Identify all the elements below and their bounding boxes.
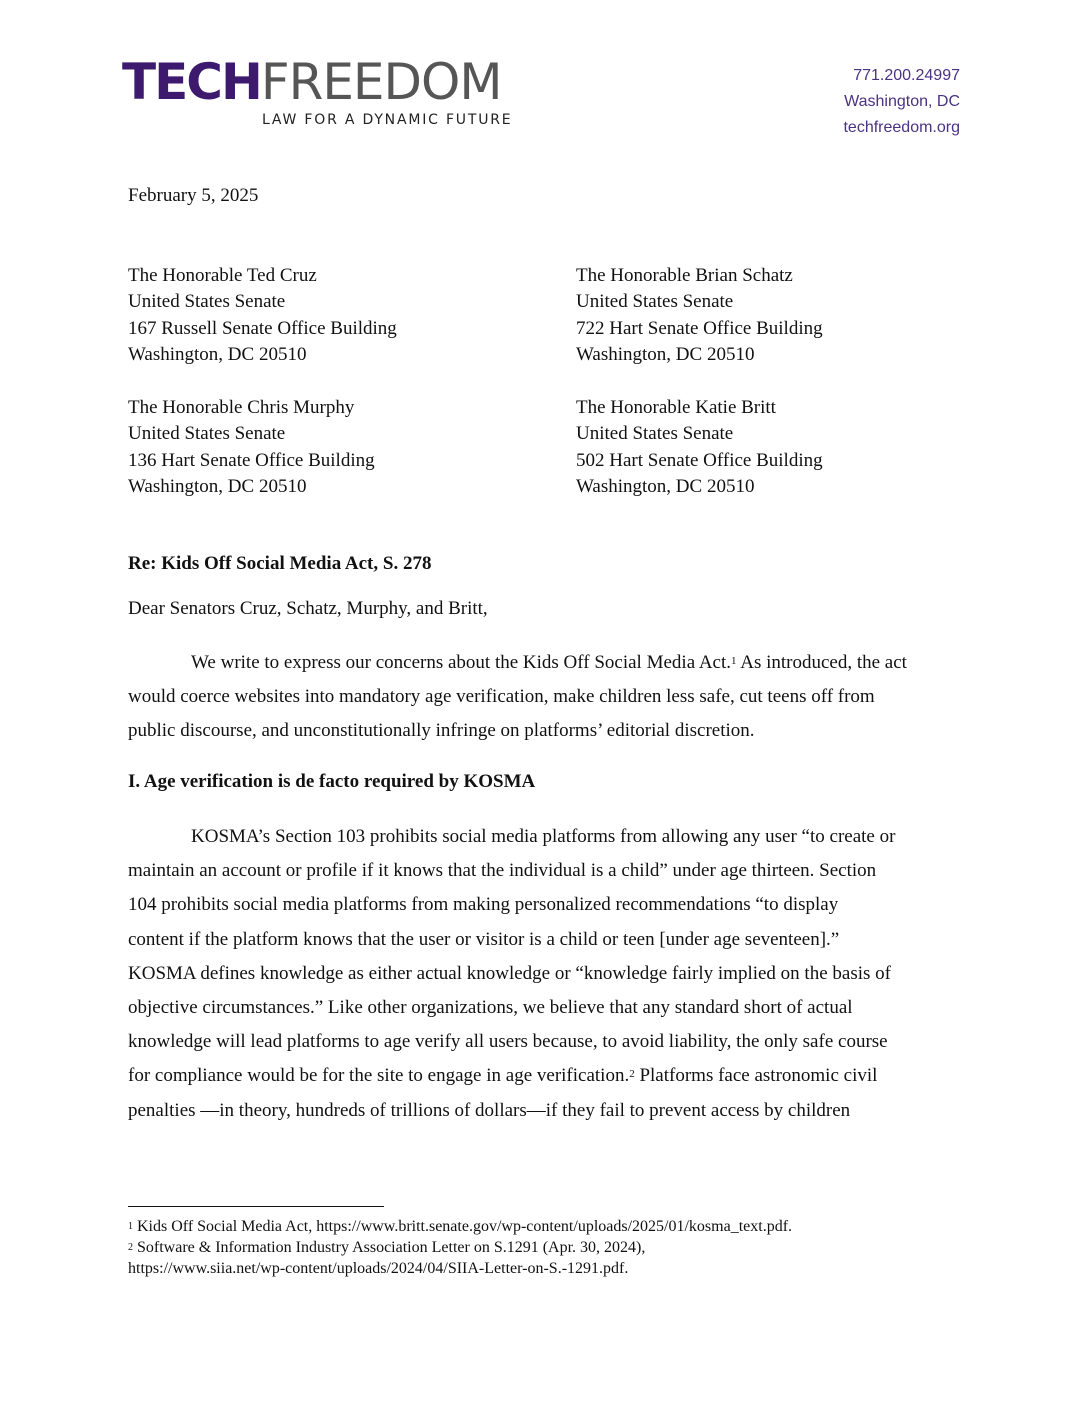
paragraph-line: KOSMA’s Section 103 prohibits social media platforms from allowing any user “to create or	[191, 826, 896, 847]
footnote-1	[128, 1216, 792, 1237]
footnote-ref[interactable]: 2	[629, 1068, 635, 1081]
recipient-city: Washington, DC 20510	[128, 344, 307, 366]
footnote-ref[interactable]: 1	[731, 655, 737, 667]
footnote-number: 1	[128, 1221, 133, 1232]
recipient-org: United States Senate	[128, 423, 286, 445]
salutation: Dear Senators Cruz, Schatz, Murphy, and Britt,	[128, 598, 488, 619]
recipient-address-britt	[576, 395, 823, 501]
footnote-2	[128, 1237, 792, 1258]
recipient-office: 502 Hart Senate Office Building	[576, 449, 823, 471]
footnote-number: 2	[128, 1242, 133, 1253]
paragraph-line: KOSMA defines knowledge as either actual knowledge or “knowledge fairly implied on the basis of	[128, 962, 891, 984]
paragraph-line: We write to express our concerns about the Kids Off Social Media Act.$^1$ As introduced, the act	[191, 652, 907, 673]
contact-block	[843, 63, 960, 141]
letter-date: February 5, 2025	[128, 185, 259, 206]
paragraph-line: objective circumstances.” Like other organizations, we believe that any standard short of actual	[128, 997, 853, 1019]
techfreedom-logo	[122, 53, 522, 128]
section-heading: I. Age verification is de facto required by KOSMA	[128, 771, 536, 792]
recipient-name: The Honorable Katie Britt	[576, 397, 776, 418]
paragraph-line: would coerce websites into mandatory age verification, make children less safe, cut teens off from	[128, 686, 875, 708]
logo-freedom: FREEDOM	[260, 53, 502, 111]
footnote-2-url[interactable]: https://www.siia.net/wp-content/uploads/2024/04/SIIA-Letter-on-S.-1291.pdf.	[128, 1260, 629, 1277]
kosma-paragraph	[128, 820, 968, 1128]
footnote-divider	[128, 1206, 384, 1207]
recipient-office: 136 Hart Senate Office Building	[128, 449, 375, 471]
recipient-address-cruz	[128, 263, 397, 369]
footnotes	[128, 1216, 792, 1279]
recipient-city: Washington, DC 20510	[576, 344, 755, 366]
recipient-city: Washington, DC 20510	[128, 476, 307, 498]
contact-phone: 771.200.24997	[853, 67, 960, 84]
paragraph-line: 104 prohibits social media platforms from making personalized recommendations “to display	[128, 894, 839, 916]
logo-wordmark	[122, 53, 522, 111]
recipient-name: The Honorable Ted Cruz	[128, 265, 317, 286]
recipient-address-murphy	[128, 395, 375, 501]
contact-location: Washington, DC	[844, 93, 960, 110]
paragraph-line: maintain an account or profile if it knows that the individual is a child” under age thirteen. Section	[128, 860, 877, 882]
footnote-text: Software & Information Industry Association Letter on S.1291 (Apr. 30, 2024),	[133, 1239, 646, 1256]
recipient-name: The Honorable Chris Murphy	[128, 397, 355, 418]
paragraph-line: content if the platform knows that the user or visitor is a child or teen [under age seventeen].”	[128, 928, 840, 950]
logo-tech: TECH	[122, 53, 261, 111]
recipient-office: 722 Hart Senate Office Building	[576, 317, 823, 339]
contact-website[interactable]: techfreedom.org	[843, 119, 960, 136]
subject-line: Re: Kids Off Social Media Act, S. 278	[128, 553, 432, 574]
paragraph-line: penalties —in theory, hundreds of trillions of dollars—if they fail to prevent access by children	[128, 1099, 851, 1121]
recipient-address-schatz	[576, 263, 823, 369]
paragraph-line: knowledge will lead platforms to age verify all users because, to avoid liability, the only safe course	[128, 1031, 888, 1053]
recipient-org: United States Senate	[128, 291, 286, 313]
recipient-city: Washington, DC 20510	[576, 476, 755, 498]
paragraph-line: for compliance would be for the site to engage in age verification.$^2$ Platforms face astronomic civil	[128, 1065, 878, 1087]
paragraph-line: public discourse, and unconstitutionally infringe on platforms’ editorial discretion.	[128, 720, 755, 742]
recipient-org: United States Senate	[576, 291, 734, 313]
intro-paragraph	[128, 646, 968, 749]
logo-tagline: LAW FOR A DYNAMIC FUTURE	[262, 112, 513, 128]
footnote-text[interactable]: Kids Off Social Media Act, https://www.britt.senate.gov/wp-content/uploads/2025/01/kosma_text.pdf.	[133, 1218, 793, 1235]
recipient-name: The Honorable Brian Schatz	[576, 265, 793, 286]
recipient-org: United States Senate	[576, 423, 734, 445]
recipient-office: 167 Russell Senate Office Building	[128, 317, 397, 339]
